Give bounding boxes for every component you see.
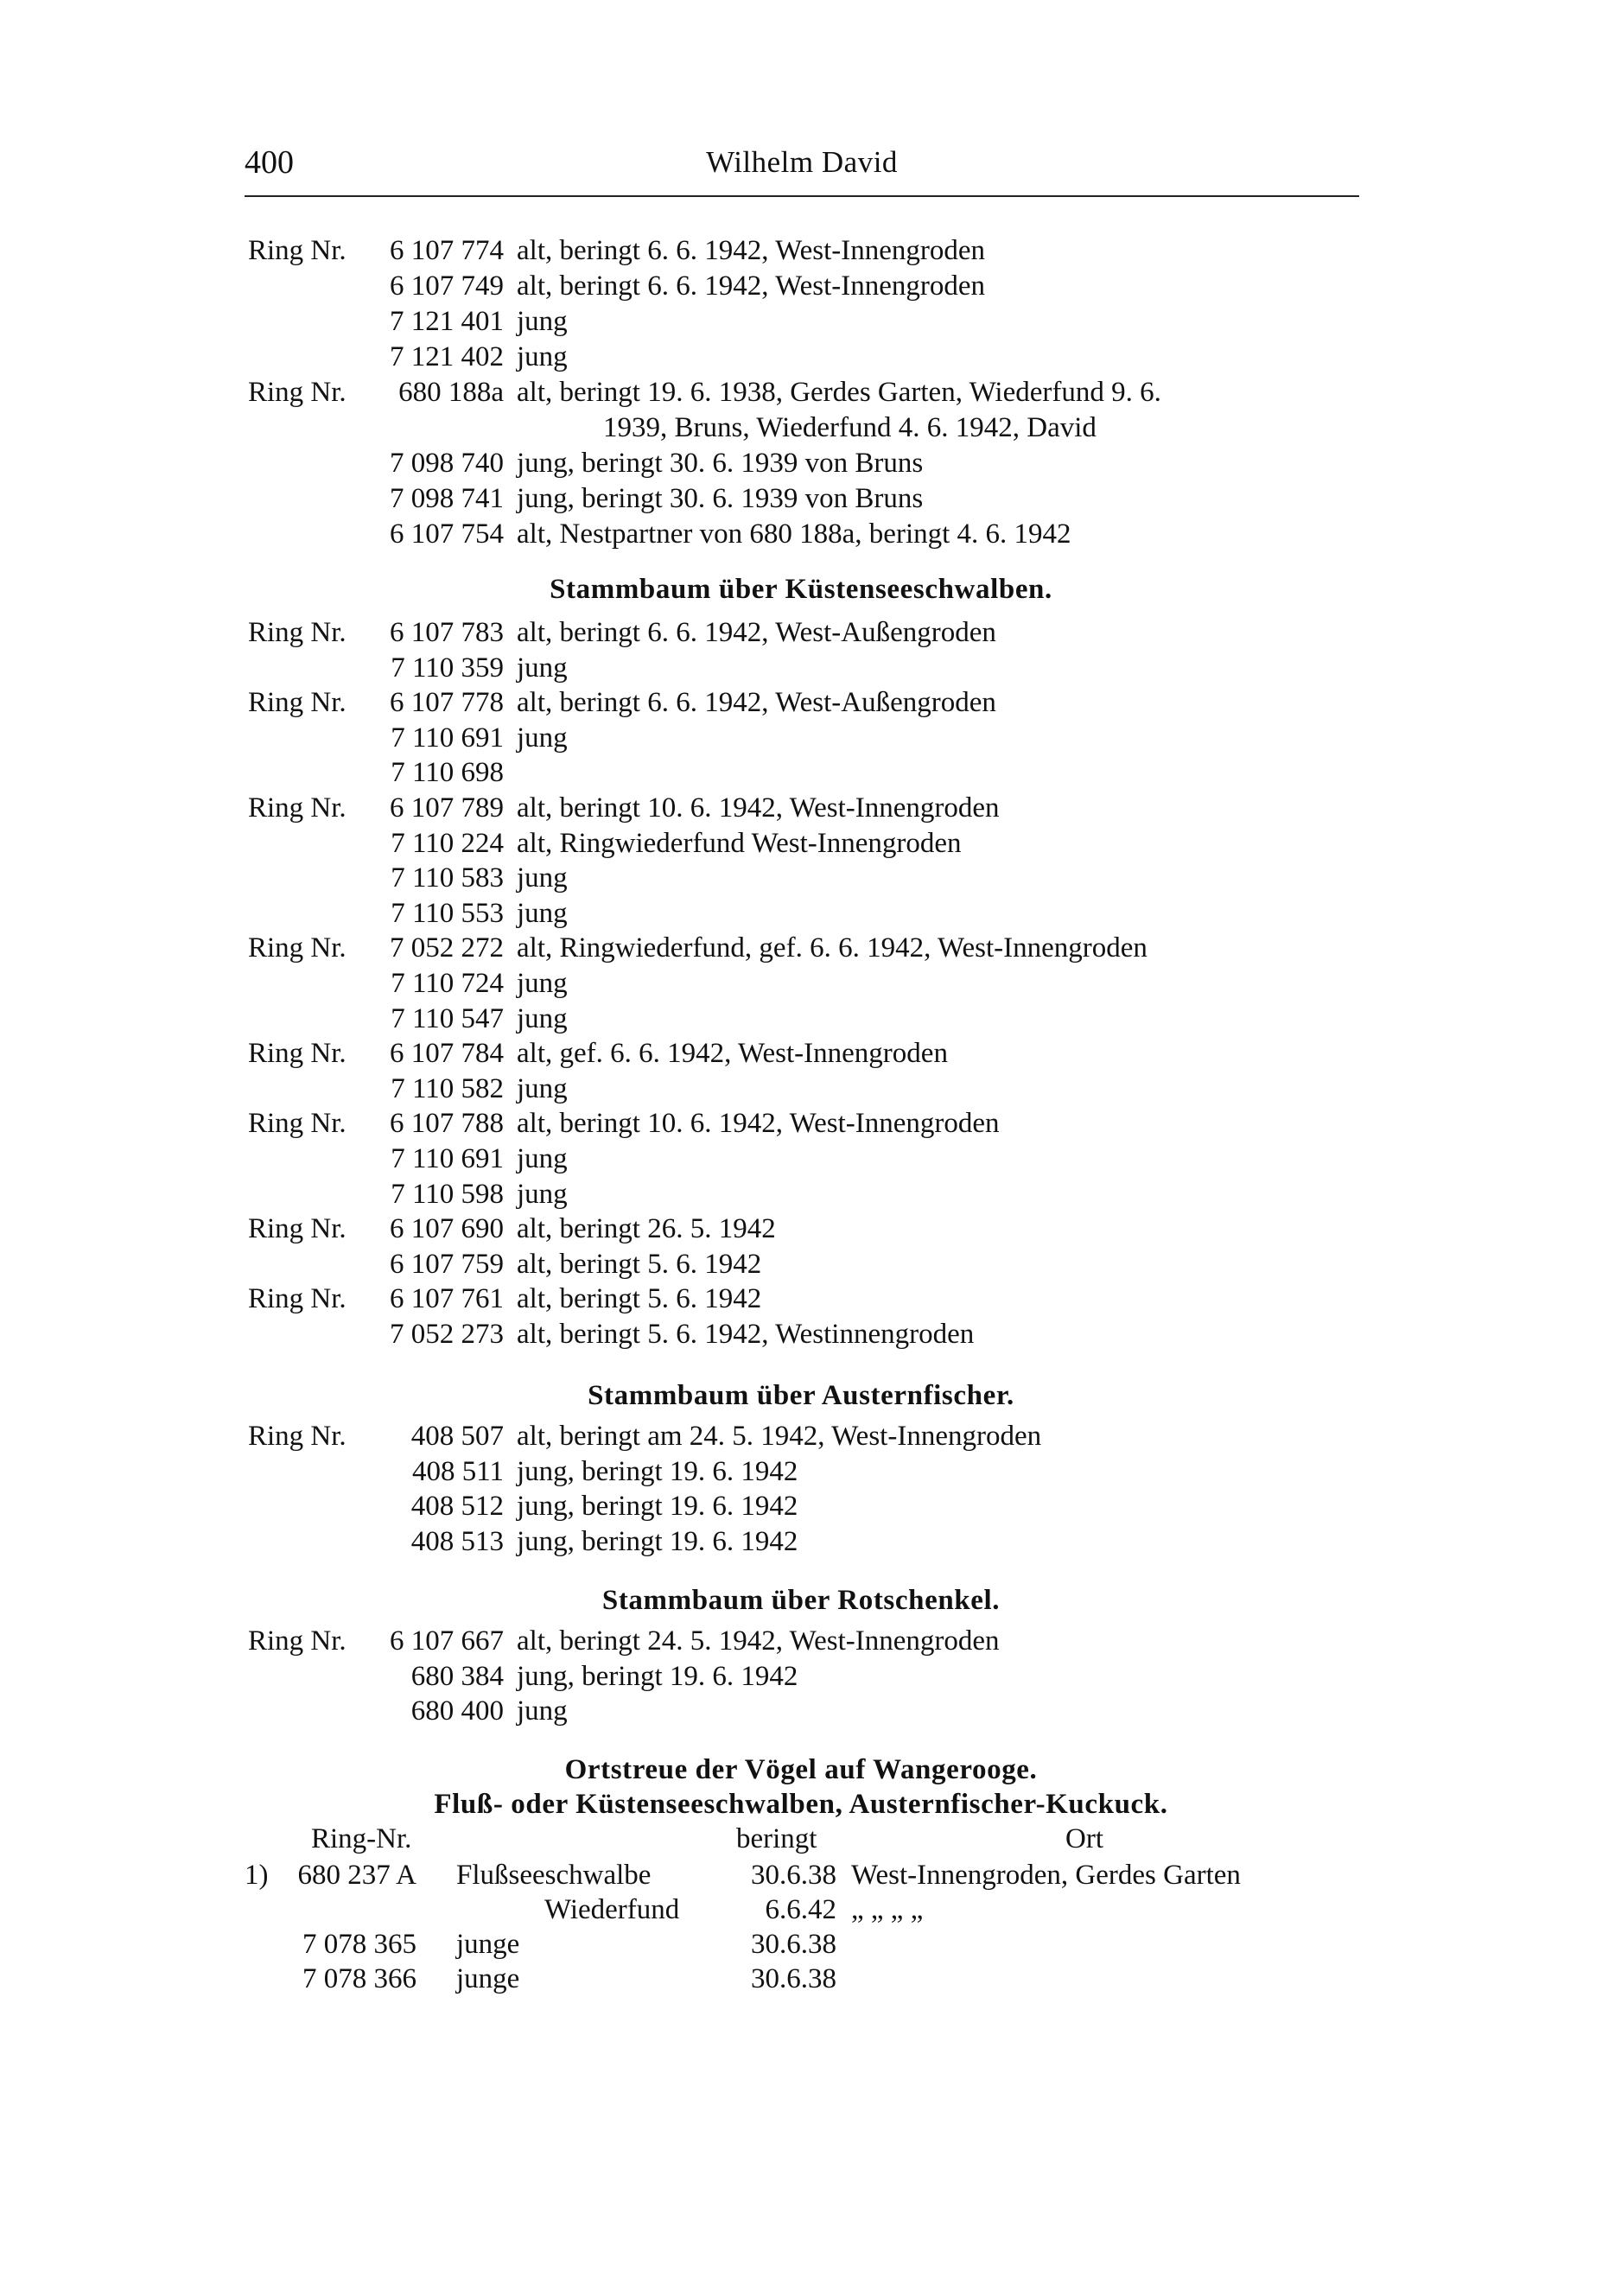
list-item [0, 233, 1602, 268]
list-item [0, 1454, 1602, 1489]
ring-number: 680 400 [410, 1695, 504, 1727]
ring-number: 6 107 788 [390, 1108, 504, 1140]
ring-number: 6 107 749 [390, 270, 504, 302]
ring-description: jung, beringt 30. 6. 1939 von Bruns [517, 483, 924, 514]
ring-number: 7 110 224 [391, 827, 504, 859]
list-item [0, 826, 1602, 861]
section-subheading-ortstreue: Fluß- oder Küstenseeschwalben, Austernfischer-Kuckuck. [434, 1789, 1168, 1820]
ring-description: jung, beringt 19. 6. 1942 [517, 1455, 798, 1487]
list-item [0, 340, 1602, 374]
ring-number: 7 110 691 [391, 722, 504, 754]
ring-description: alt, beringt 6. 6. 1942, West-Innengroden [517, 270, 986, 302]
species: junge [456, 1963, 520, 1994]
ring-number: 7 078 365 [302, 1929, 416, 1960]
list-item [0, 791, 1602, 825]
ring-description: jung [517, 306, 568, 337]
list-item [0, 1624, 1602, 1658]
ring-number: 7 110 547 [391, 1002, 504, 1034]
species: Flußseeschwalbe [456, 1860, 652, 1891]
ring-number: 408 513 [410, 1525, 504, 1557]
list-item [0, 931, 1602, 965]
location: „ „ „ „ [851, 1894, 924, 1925]
list-item [0, 1247, 1602, 1282]
page-header [245, 143, 1359, 195]
list-item [0, 304, 1602, 339]
ring-label: Ring Nr. [248, 792, 346, 824]
ring-number: 7 052 273 [390, 1319, 504, 1350]
ring-description: alt, beringt 6. 6. 1942, West-Außengroden [517, 617, 996, 648]
list-item [0, 685, 1602, 720]
row-index: 1) [245, 1860, 269, 1891]
ring-number: 680 237 A [297, 1860, 416, 1891]
location: West-Innengroden, Gerdes Garten [851, 1860, 1241, 1891]
list-item [0, 651, 1602, 685]
ringing-date: 30.6.38 [751, 1860, 836, 1891]
list-item [0, 410, 1602, 445]
ring-number: 6 107 761 [390, 1283, 504, 1315]
section-heading-austernfischer: Stammbaum über Austernfischer. [588, 1380, 1014, 1411]
ring-number: 7 110 598 [391, 1178, 504, 1210]
ring-description: jung [517, 968, 568, 999]
list-item [0, 896, 1602, 931]
ring-label: Ring Nr. [248, 617, 346, 648]
ring-number: 680 188a [398, 377, 504, 408]
ring-description: jung [517, 1002, 568, 1034]
ring-number: 7 078 366 [302, 1963, 416, 1994]
header-rule [245, 195, 1359, 197]
ring-description: alt, beringt 6. 6. 1942, West-Innengroden [517, 235, 986, 266]
species: Wiederfund [544, 1894, 680, 1925]
list-item [0, 1317, 1602, 1352]
ring-description: alt, beringt 26. 5. 1942 [517, 1213, 776, 1245]
list-item [0, 1212, 1602, 1246]
table-row [0, 1892, 1602, 1927]
table-row [0, 1858, 1602, 1892]
page-number: 400 [245, 144, 294, 181]
ring-number: 6 107 754 [390, 518, 504, 550]
ringing-date: 30.6.38 [751, 1929, 836, 1960]
list-item [0, 1142, 1602, 1176]
list-item [0, 1072, 1602, 1106]
ring-description: 1939, Bruns, Wiederfund 4. 6. 1942, David [603, 412, 1097, 443]
list-item [0, 1282, 1602, 1316]
table-row [0, 1962, 1602, 1996]
list-item [0, 615, 1602, 650]
ring-description: jung [517, 652, 568, 684]
column-header-ring: Ring-Nr. [311, 1823, 412, 1854]
ring-number: 6 107 774 [390, 235, 504, 266]
species: junge [456, 1929, 520, 1960]
ring-description: alt, beringt 5. 6. 1942, Westinnengroden [517, 1319, 975, 1350]
ring-label: Ring Nr. [248, 1038, 346, 1070]
list-item [0, 446, 1602, 480]
list-item [0, 1177, 1602, 1212]
list-item [0, 1106, 1602, 1141]
column-header-ort: Ort [1065, 1823, 1103, 1854]
ring-description: alt, Ringwiederfund West-Innengroden [517, 827, 962, 859]
list-item [0, 1489, 1602, 1523]
ring-description: alt, beringt 5. 6. 1942 [517, 1248, 762, 1280]
ring-label: Ring Nr. [248, 1108, 346, 1140]
ring-number: 7 098 741 [390, 483, 504, 514]
list-item [0, 375, 1602, 410]
ring-label: Ring Nr. [248, 235, 346, 266]
ring-description: alt, beringt 10. 6. 1942, West-Innengroden [517, 792, 1000, 824]
ring-number: 7 110 583 [391, 862, 504, 894]
ring-number: 6 107 778 [390, 687, 504, 719]
ring-description: jung [517, 722, 568, 754]
ring-number: 6 107 690 [390, 1213, 504, 1245]
ring-description: jung, beringt 30. 6. 1939 von Bruns [517, 448, 924, 479]
ring-number: 408 512 [410, 1491, 504, 1522]
ring-number: 6 107 759 [390, 1248, 504, 1280]
ring-description: jung, beringt 19. 6. 1942 [517, 1491, 798, 1522]
ring-number: 7 110 724 [391, 968, 504, 999]
list-item [0, 1036, 1602, 1071]
section-heading-kuestenseeschwalben: Stammbaum über Küstenseeschwalben. [550, 574, 1052, 605]
ring-number: 6 107 667 [390, 1625, 504, 1657]
ring-number: 6 107 783 [390, 617, 504, 648]
ring-label: Ring Nr. [248, 1625, 346, 1657]
ring-number: 7 110 553 [391, 897, 504, 929]
list-item [0, 269, 1602, 303]
list-item [0, 755, 1602, 790]
list-item [0, 1524, 1602, 1559]
ring-label: Ring Nr. [248, 1213, 346, 1245]
ring-number: 408 507 [410, 1421, 504, 1452]
ring-description: jung, beringt 19. 6. 1942 [517, 1660, 798, 1692]
ring-number: 7 098 740 [390, 448, 504, 479]
ring-description: jung [517, 341, 568, 372]
ring-description: alt, beringt 10. 6. 1942, West-Innengroden [517, 1108, 1000, 1140]
ring-description: jung [517, 862, 568, 894]
ring-description: jung [517, 1143, 568, 1174]
ring-number: 7 110 691 [391, 1143, 504, 1174]
column-header-beringt: beringt [736, 1823, 817, 1854]
list-item [0, 1419, 1602, 1453]
ring-number: 7 110 698 [391, 757, 504, 789]
ring-description: alt, beringt 5. 6. 1942 [517, 1283, 762, 1315]
ring-number: 6 107 784 [390, 1038, 504, 1070]
ring-label: Ring Nr. [248, 1283, 346, 1315]
ring-description: jung [517, 897, 568, 929]
ring-number: 680 384 [410, 1660, 504, 1692]
ring-description: alt, beringt 24. 5. 1942, West-Innengroden [517, 1625, 1000, 1657]
list-item [0, 966, 1602, 1001]
ring-description: alt, beringt am 24. 5. 1942, West-Innengroden [517, 1421, 1042, 1452]
ring-description: alt, beringt 6. 6. 1942, West-Außengroden [517, 687, 996, 719]
ortstreue-table-header [0, 1822, 1602, 1856]
ring-number: 7 052 272 [390, 932, 504, 964]
ring-number: 7 121 401 [390, 306, 504, 337]
ring-label: Ring Nr. [248, 932, 346, 964]
ring-description: alt, Ringwiederfund, gef. 6. 6. 1942, West-Innengroden [517, 932, 1147, 964]
list-item [0, 1659, 1602, 1694]
ringing-date: 6.6.42 [765, 1894, 836, 1925]
section-heading-ortstreue: Ortstreue der Vögel auf Wangerooge. [564, 1754, 1038, 1785]
ring-description: jung [517, 1072, 568, 1104]
ring-number: 7 110 582 [391, 1072, 504, 1104]
ringing-date: 30.6.38 [751, 1963, 836, 1994]
ring-label: Ring Nr. [248, 377, 346, 408]
ring-description: alt, beringt 19. 6. 1938, Gerdes Garten, Wiederfund 9. 6. [517, 377, 1161, 408]
list-item [0, 1694, 1602, 1728]
list-item [0, 861, 1602, 895]
running-title: Wilhelm David [706, 145, 898, 179]
ring-number: 7 121 402 [390, 341, 504, 372]
ring-description: jung [517, 1178, 568, 1210]
list-item [0, 721, 1602, 755]
ring-number: 7 110 359 [391, 652, 504, 684]
list-item [0, 1002, 1602, 1036]
section-heading-rotschenkel: Stammbaum über Rotschenkel. [601, 1585, 1001, 1616]
ring-description: alt, gef. 6. 6. 1942, West-Innengroden [517, 1038, 948, 1070]
ring-description: jung [517, 1695, 568, 1727]
ring-description: jung, beringt 19. 6. 1942 [517, 1525, 798, 1557]
ring-label: Ring Nr. [248, 687, 346, 719]
list-item [0, 517, 1602, 551]
table-row [0, 1927, 1602, 1962]
ring-label: Ring Nr. [248, 1421, 346, 1452]
ring-number: 408 511 [411, 1455, 504, 1487]
ring-number: 6 107 789 [390, 792, 504, 824]
ring-description: alt, Nestpartner von 680 188a, beringt 4. 6. 1942 [517, 518, 1071, 550]
list-item [0, 481, 1602, 516]
